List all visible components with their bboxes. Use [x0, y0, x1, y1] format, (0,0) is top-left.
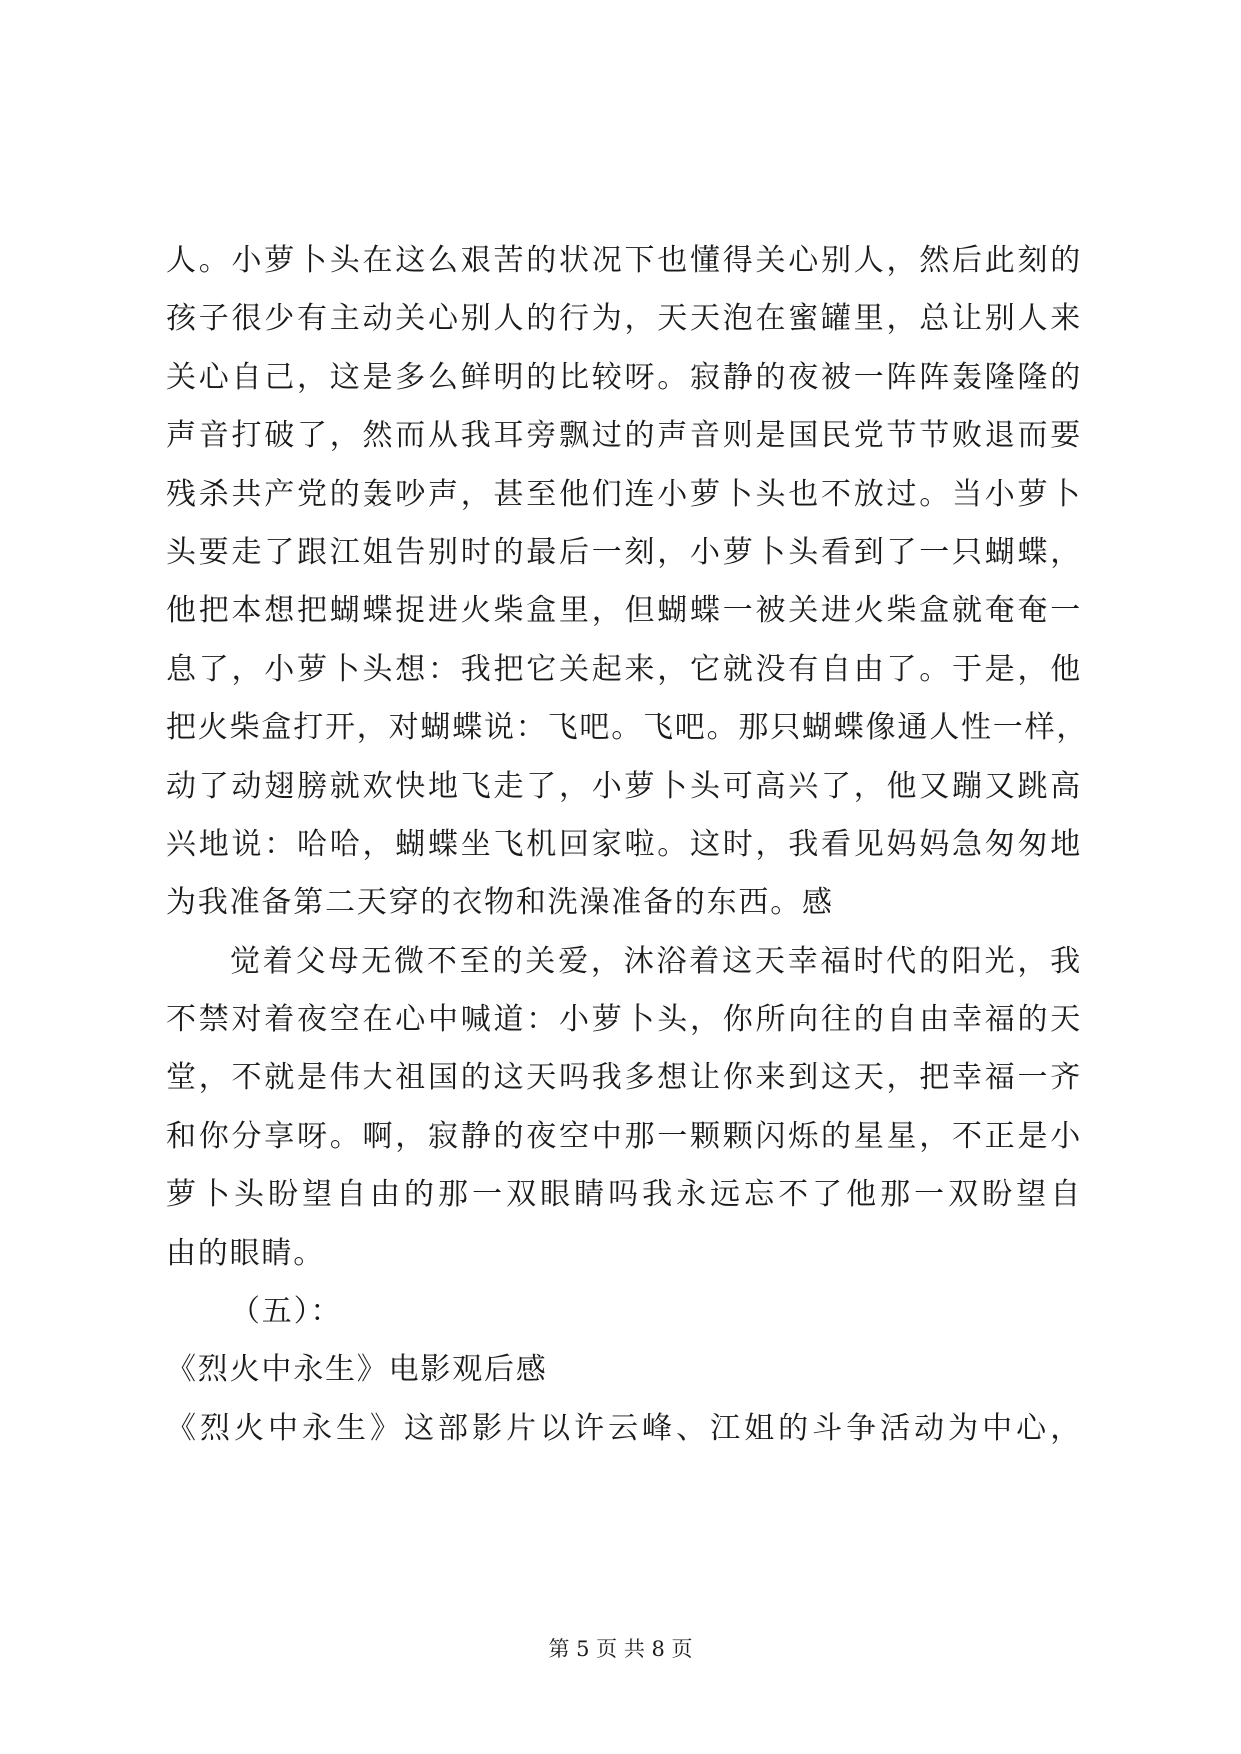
body-line-17: 萝卜头盼望自由的那一双眼睛吗我永远忘不了他那一双盼望自: [166, 1177, 1082, 1213]
body-line-15: 堂，不就是伟大祖国的这天吗我多想让你来到这天，把幸福一齐: [166, 1060, 1082, 1096]
article-title: 《烈火中永生》电影观后感: [166, 1352, 548, 1388]
body-line-12: 为我准备第二天穿的衣物和洗澡准备的东西。感: [166, 885, 834, 921]
body-line-6: 头要走了跟江姐告别时的最后一刻，小萝卜头看到了一只蝴蝶，: [166, 534, 1082, 570]
body-line-3: 关心自己，这是多么鲜明的比较呀。寂静的夜被一阵阵轰隆隆的: [166, 359, 1082, 395]
body-line-11: 兴地说：哈哈，蝴蝶坐飞机回家啦。这时，我看见妈妈急匆匆地: [166, 826, 1082, 862]
section-heading: （五）：: [230, 1294, 343, 1330]
page-number-footer: 第 5 页 共 8 页: [548, 1637, 693, 1661]
body-line-18: 由的眼睛。: [166, 1235, 325, 1271]
body-line-2: 孩子很少有主动关心别人的行为，天天泡在蜜罐里，总让别人来: [166, 301, 1082, 337]
body-line-10: 动了动翅膀就欢快地飞走了，小萝卜头可高兴了，他又蹦又跳高: [166, 768, 1082, 804]
body-line-1: 人。小萝卜头在这么艰苦的状况下也懂得关心别人，然后此刻的: [166, 243, 1082, 278]
body-line-5: 残杀共产党的轰吵声，甚至他们连小萝卜头也不放过。当小萝卜: [166, 476, 1082, 512]
body-line-14: 不禁对着夜空在心中喊道：小萝卜头，你所向往的自由幸福的天: [166, 1002, 1082, 1038]
body-line-13: 觉着父母无微不至的关爱，沐浴着这天幸福时代的阳光，我: [230, 943, 1082, 979]
body-line-21: 《烈火中永生》这部影片以许云峰、江姐的斗争活动为中心，: [166, 1410, 1082, 1446]
body-line-16: 和你分享呀。啊，寂静的夜空中那一颗颗闪烁的星星，不正是小: [166, 1118, 1082, 1154]
body-line-8: 息了，小萝卜头想：我把它关起来，它就没有自由了。于是，他: [166, 651, 1082, 687]
body-line-7: 他把本想把蝴蝶捉进火柴盒里，但蝴蝶一被关进火柴盒就奄奄一: [166, 593, 1082, 629]
body-line-4: 声音打破了，然而从我耳旁飘过的声音则是国民党节节败退而要: [166, 418, 1082, 454]
document-body: [166, 232, 1089, 1458]
body-line-9: 把火柴盒打开，对蝴蝶说：飞吧。飞吧。那只蝴蝶像通人性一样，: [166, 710, 1089, 746]
